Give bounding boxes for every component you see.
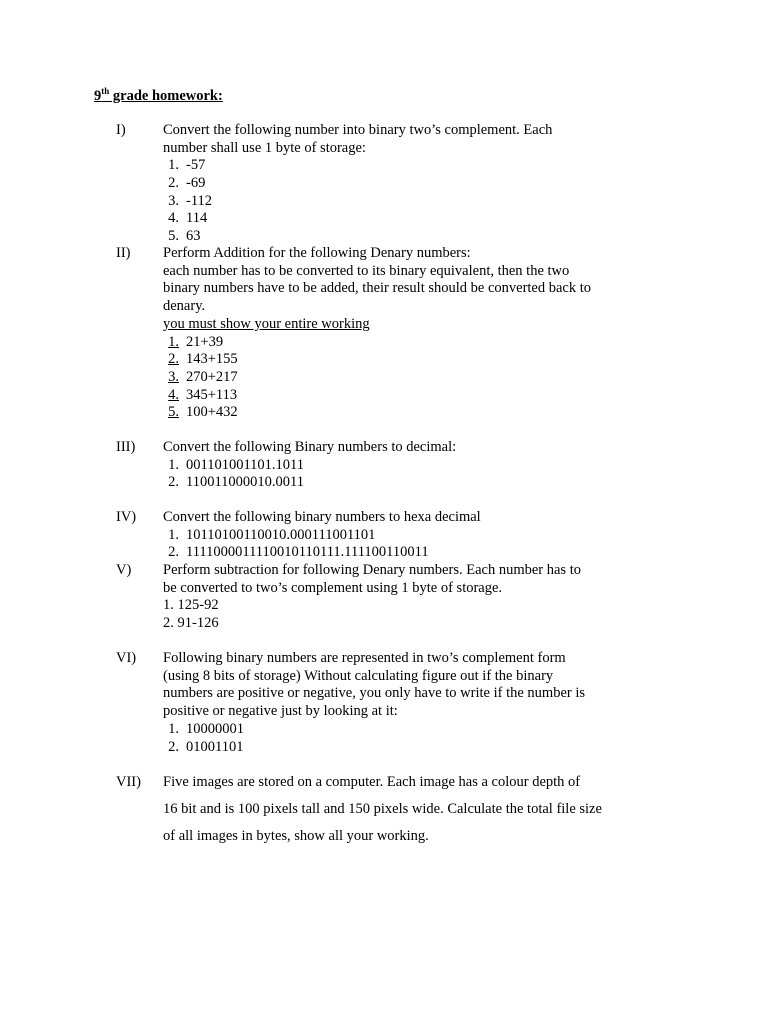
item-number: 2. bbox=[168, 175, 179, 192]
question-text-line: Perform subtraction for following Denary numbers. Each number has to bbox=[163, 562, 581, 578]
item-value: 10110100110010.000111001101 bbox=[186, 526, 376, 543]
list-item bbox=[163, 334, 678, 352]
item-number: 2. bbox=[168, 544, 179, 561]
question-text-line: number shall use 1 byte of storage: bbox=[163, 139, 366, 156]
item-value: -69 bbox=[186, 175, 206, 192]
question-body bbox=[163, 122, 678, 246]
list-item bbox=[163, 739, 678, 757]
list-item bbox=[163, 457, 678, 475]
question-body bbox=[163, 439, 678, 492]
item-value: 345+113 bbox=[186, 386, 238, 403]
item-value: 001101001101.1011 bbox=[186, 456, 305, 473]
list-item bbox=[163, 721, 678, 739]
question-text-line: Perform Addition for the following Denary numbers: bbox=[163, 245, 471, 261]
list-item: 1. 125-92 bbox=[163, 597, 219, 614]
item-number: 3. bbox=[168, 368, 179, 385]
question-text-line: 16 bit and is 100 pixels tall and 150 pixels wide. Calculate the total file size bbox=[163, 801, 602, 817]
question-text-line: numbers are positive or negative, you only have to write if the number is bbox=[163, 685, 586, 702]
question-text-line: binary numbers have to be added, their result should be converted back to bbox=[163, 280, 592, 297]
item-number: 2. bbox=[168, 474, 179, 491]
list-item bbox=[163, 404, 678, 422]
heading-rest: grade homework: bbox=[109, 88, 223, 104]
item-value: 63 bbox=[186, 228, 201, 245]
list-item bbox=[163, 157, 678, 175]
item-number: 5. bbox=[168, 404, 179, 421]
item-number: 1. bbox=[168, 456, 179, 473]
item-value: -112 bbox=[186, 192, 213, 209]
heading-prefix: 9 bbox=[94, 88, 102, 104]
item-number: 1. bbox=[168, 720, 179, 737]
question-body bbox=[163, 769, 678, 850]
item-value: 270+217 bbox=[186, 368, 238, 385]
list-item bbox=[163, 193, 678, 211]
list-item bbox=[163, 387, 678, 405]
question-text-line: positive or negative just by looking at it: bbox=[163, 703, 398, 720]
question-text-line: each number has to be converted to its binary equivalent, then the two bbox=[163, 262, 570, 279]
list-item: 2. 91-126 bbox=[163, 615, 219, 632]
item-value: -57 bbox=[186, 157, 206, 174]
question-text-line: Five images are stored on a computer. Each image has a colour depth of bbox=[163, 774, 581, 790]
section-numeral: III) bbox=[116, 439, 136, 455]
item-value: 114 bbox=[186, 210, 208, 227]
list-item bbox=[163, 228, 678, 246]
section-numeral: II) bbox=[116, 245, 131, 261]
question-text-line: Convert the following Binary numbers to decimal: bbox=[163, 439, 457, 455]
item-number: 1. bbox=[168, 157, 179, 174]
question-text-line: be converted to two’s complement using 1 byte of storage. bbox=[163, 579, 503, 596]
section-numeral: VI) bbox=[116, 650, 137, 666]
item-number: 2. bbox=[168, 738, 179, 755]
list-item bbox=[163, 369, 678, 387]
item-number: 3. bbox=[168, 192, 179, 209]
item-number: 1. bbox=[168, 333, 179, 350]
list-item bbox=[163, 210, 678, 228]
question-body bbox=[163, 562, 678, 633]
item-number: 1. bbox=[168, 526, 179, 543]
list-item bbox=[163, 474, 678, 492]
item-number: 4. bbox=[168, 386, 179, 403]
heading-superscript: th bbox=[101, 86, 110, 96]
item-value: 1111000011110010110111.111100110011 bbox=[186, 544, 429, 561]
section-numeral: VII) bbox=[116, 774, 141, 790]
section-numeral: I) bbox=[116, 122, 126, 138]
question-body bbox=[163, 509, 678, 562]
item-value: 01001101 bbox=[186, 738, 244, 755]
item-value: 100+432 bbox=[186, 404, 238, 421]
item-value: 110011000010.0011 bbox=[186, 474, 305, 491]
item-value: 143+155 bbox=[186, 351, 238, 368]
section-numeral: V) bbox=[116, 562, 132, 578]
item-number: 2. bbox=[168, 351, 179, 368]
item-value: 21+39 bbox=[186, 333, 224, 350]
item-number: 4. bbox=[168, 210, 179, 227]
item-number: 5. bbox=[168, 228, 179, 245]
list-item bbox=[163, 175, 678, 193]
question-text-line: (using 8 bits of storage) Without calculating figure out if the binary bbox=[163, 667, 554, 684]
section-numeral: IV) bbox=[116, 509, 137, 525]
page-title bbox=[94, 88, 223, 106]
item-value: 10000001 bbox=[186, 720, 244, 737]
question-text-line: of all images in bytes, show all your working. bbox=[163, 828, 429, 844]
list-item bbox=[163, 544, 678, 562]
question-text-line: Following binary numbers are represented in two’s complement form bbox=[163, 650, 566, 666]
question-text-line: denary. bbox=[163, 298, 206, 315]
list-item bbox=[163, 527, 678, 545]
working-note: you must show your entire working bbox=[163, 315, 370, 332]
question-body bbox=[163, 650, 678, 756]
question-text-line: Convert the following binary numbers to hexa decimal bbox=[163, 509, 481, 525]
list-item bbox=[163, 351, 678, 369]
question-text-line: Convert the following number into binary two’s complement. Each bbox=[163, 122, 553, 138]
question-body bbox=[163, 245, 678, 422]
